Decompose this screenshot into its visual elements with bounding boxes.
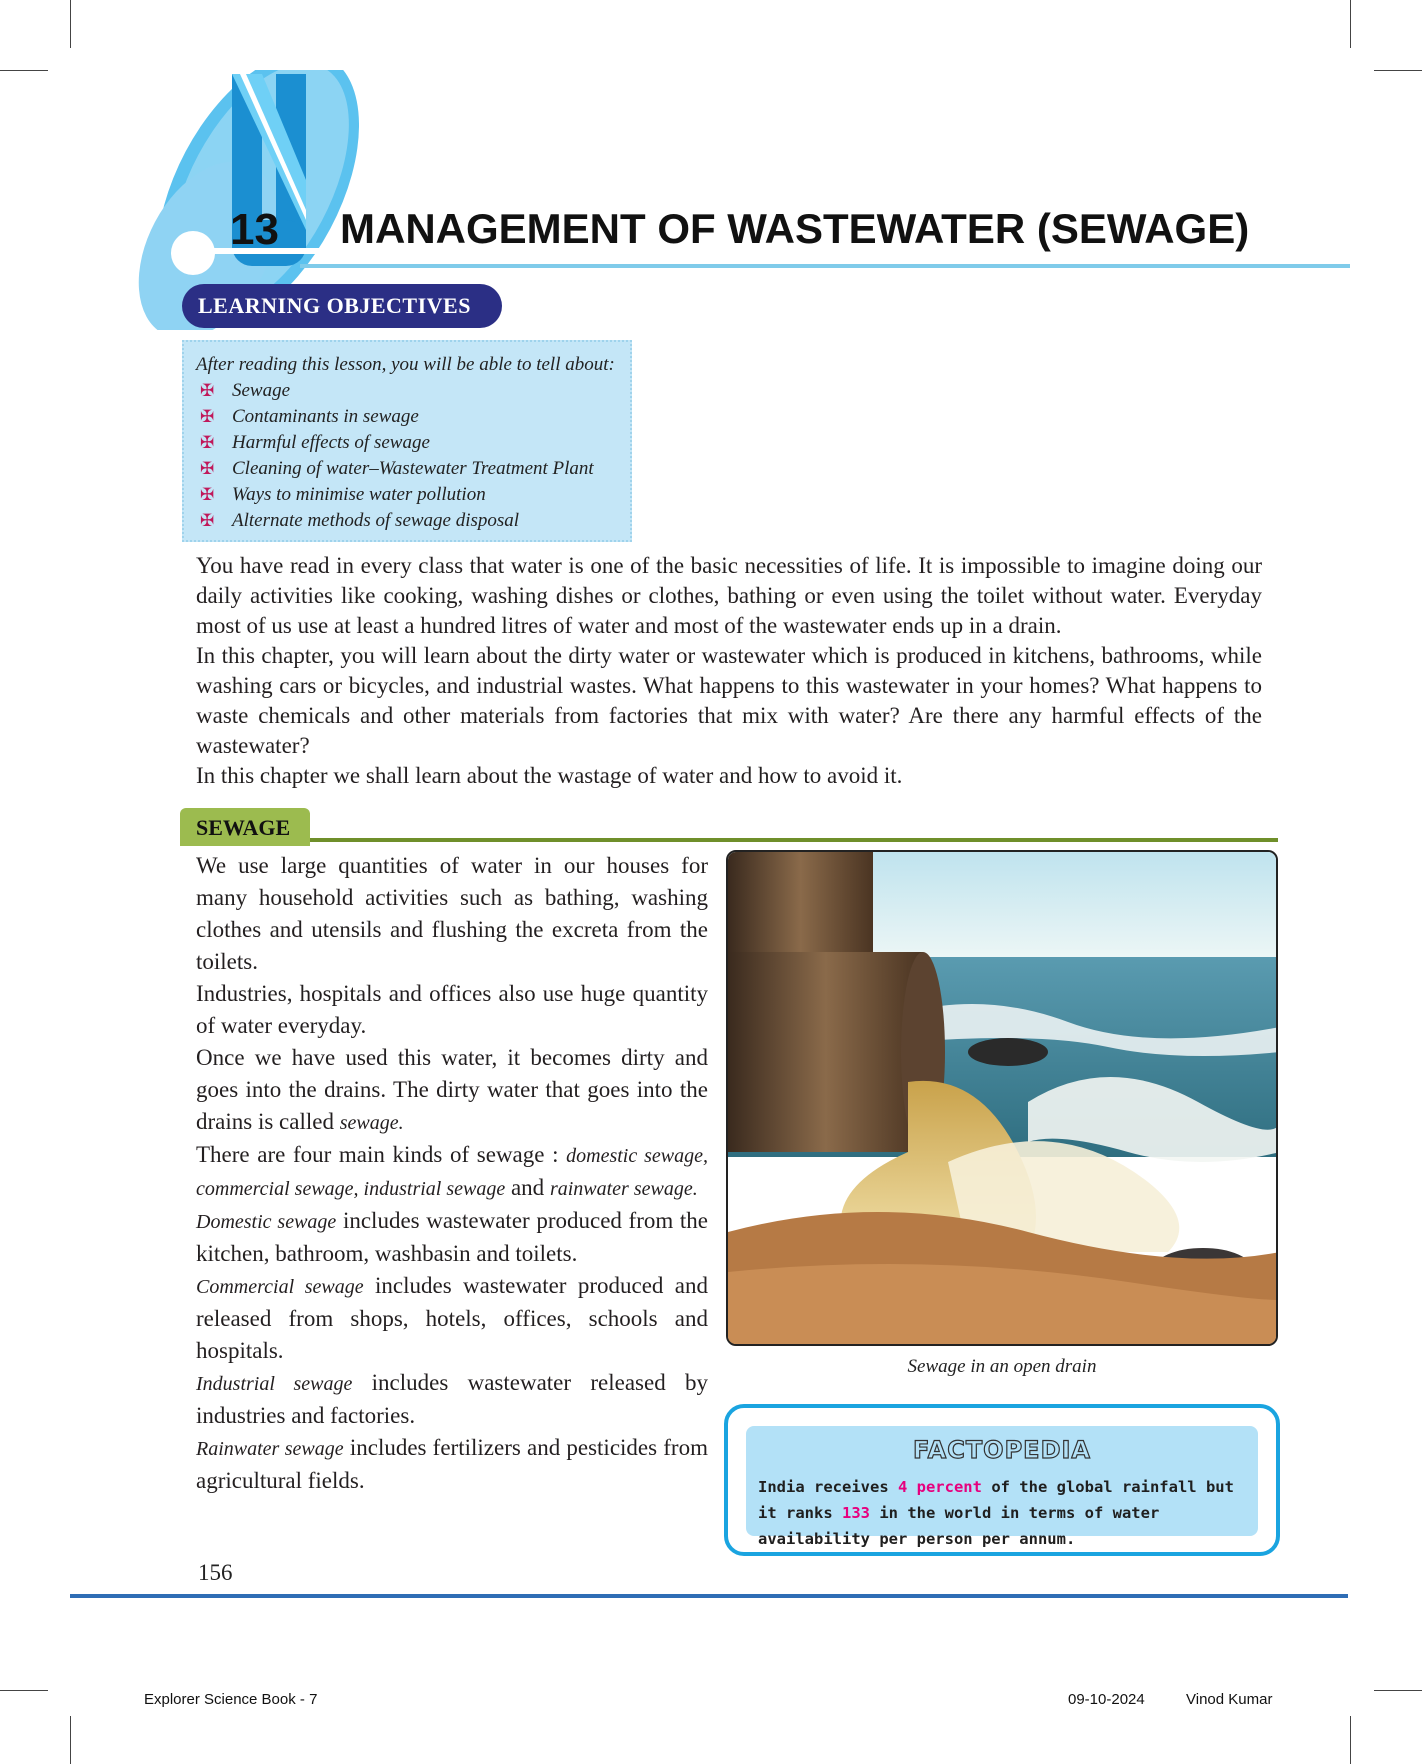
highlight-rainfall-percent: 4 percent [897,1478,982,1496]
crop-mark [0,70,48,71]
section-heading-sewage: SEWAGE [180,808,310,846]
paragraph: We use large quantities of water in our houses for many household activities such as bathing, washing clothes and utensils and flushing the excreta from the toilets. [196,853,708,974]
introduction [196,551,1262,791]
footer-rule [70,1594,1348,1598]
paragraph: Domestic sewage includes wastewater produced from the kitchen, bathroom, washbasin and toilets. [196,1208,708,1266]
learning-objectives-list [196,378,618,534]
footer-date: 09-10-2024 [1068,1691,1145,1708]
term-commercial-sewage: Commercial sewage [196,1276,364,1298]
cross-bullet-icon: ✠ [200,407,215,426]
paragraph: Industrial sewage includes wastewater released by industries and factories. [196,1370,708,1428]
intro-paragraph: In this chapter we shall learn about the wastage of water and how to avoid it. [196,763,903,788]
list-item: ✠ Contaminants in sewage [196,404,618,430]
sewage-drain-photo [726,850,1278,1346]
section-rule [180,838,1278,842]
chapter-number: 13 [230,205,279,254]
sewage-text-column [196,850,708,1497]
paragraph: There are four main kinds of sewage : domestic sewage, commercial sewage, industrial sewage and rainwater sewage. [196,1142,708,1200]
title-underline [300,264,1350,268]
learning-objectives-heading: LEARNING OBJECTIVES [182,284,502,328]
chapter-title: MANAGEMENT OF WASTEWATER (SEWAGE) [340,205,1250,252]
factopedia-text: India receives 4 percent of the global rainfall but it ranks 133 in the world in terms of water availability per person per annum. [758,1478,1234,1548]
sewage-drain-illustration [728,852,1278,1346]
highlight-rank: 133 [842,1504,870,1522]
learning-objectives-box [182,340,632,542]
list-item: ✠ Harmful effects of sewage [196,430,618,456]
cross-bullet-icon: ✠ [200,433,215,452]
cross-bullet-icon: ✠ [200,485,215,504]
list-item: ✠ Alternate methods of sewage disposal [196,508,618,534]
footer-book-title: Explorer Science Book - 7 [144,1691,318,1708]
factopedia-title: FACTOPEDIA [912,1436,1091,1464]
list-item: ✠ Ways to minimise water pollution [196,482,618,508]
term-rainwater-sewage: Rainwater sewage [196,1438,344,1460]
page-number: 156 [198,1560,233,1585]
learning-objectives-intro: After reading this lesson, you will be able to tell about: [196,354,615,375]
crop-mark [70,0,71,48]
crop-mark [1374,1690,1422,1691]
crop-mark [0,1690,48,1691]
paragraph: Industries, hospitals and offices also use huge quantity of water everyday. [196,981,708,1038]
term-sewage: sewage. [339,1112,404,1134]
cross-bullet-icon: ✠ [200,511,215,530]
intro-paragraph: In this chapter, you will learn about the dirty water or wastewater which is produced in kitchens, bathrooms, while washing cars or bicycles, and industrial wastes. What happens to this wastewater in your homes? What happens to waste chemicals and other materials from factories that mix with water? Are there any harmful effects of the wastewater? [196,643,1262,758]
list-item: ✠ Cleaning of water–Wastewater Treatment Plant [196,456,618,482]
intro-paragraph: You have read in every class that water is one of the basic necessities of life. It is impossible to imagine doing our daily activities like cooking, washing dishes or clothes, bathing or even using the toilet without water. Everyday most of us use at least a hundred litres of water and most of the wastewater ends up in a drain. [196,553,1262,638]
cross-bullet-icon: ✠ [200,459,215,478]
footer-author: Vinod Kumar [1186,1691,1273,1708]
paragraph: Commercial sewage includes wastewater produced and released from shops, hotels, offices, schools and hospitals. [196,1273,708,1363]
photo-caption: Sewage in an open drain [907,1356,1097,1377]
list-item: ✠ Sewage [196,378,618,404]
term-domestic-sewage: Domestic sewage [196,1211,337,1233]
crop-mark [1374,70,1422,71]
term-industrial-sewage: Industrial sewage [196,1373,353,1395]
cross-bullet-icon: ✠ [200,381,215,400]
paragraph: Rainwater sewage includes fertilizers and pesticides from agricultural fields. [196,1435,708,1493]
crop-mark [70,1716,71,1764]
crop-mark [1350,0,1351,48]
paragraph: Once we have used this water, it becomes dirty and goes into the drains. The dirty water that goes into the drains is called sewage. [196,1045,708,1134]
crop-mark [1350,1716,1351,1764]
